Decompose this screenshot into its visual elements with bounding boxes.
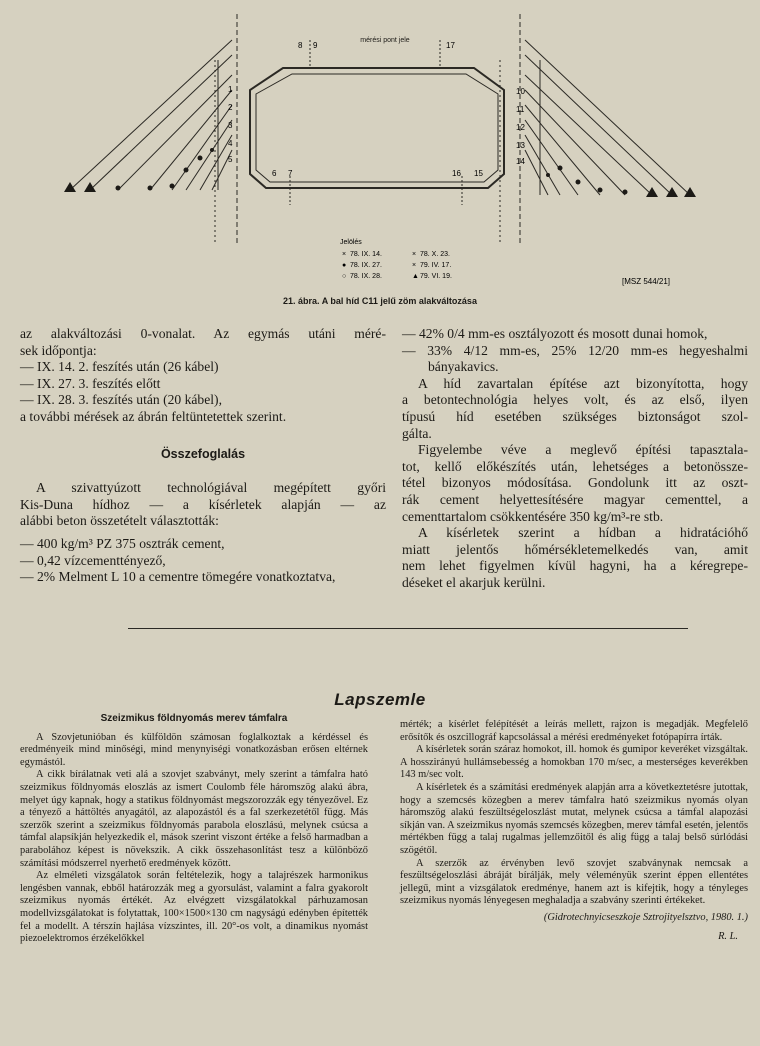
legend-entry: 78. IX. 27.: [350, 262, 382, 269]
figure-top-label: mérési pont jele: [360, 37, 410, 44]
point-label: 5: [228, 155, 233, 164]
author-initials: R. L.: [718, 930, 738, 942]
figure-ref: [MSZ 544/21]: [622, 277, 671, 286]
point-label: 17: [446, 41, 455, 50]
lapszemle-title: Lapszemle: [334, 690, 426, 709]
legend-marker: ●: [342, 262, 347, 269]
list-item: — 400 kg/m³ PZ 375 osztrák cement,: [20, 535, 225, 551]
section-heading: Összefoglalás: [160, 446, 246, 461]
paragraph: mérték; a kísérlet felépítését a leírás mellett, rajzon is megadják. Megfelelő erősítők és oszcillográf kapcsolással a mérési eredményeket fotópapírra írták.: [400, 719, 748, 743]
point-label: 16: [452, 169, 461, 178]
text-line: típusú híd esetében szükséges biztonságot szol-: [402, 408, 748, 424]
text-line: déseket el akarjuk kerülni.: [402, 574, 546, 590]
text-line: tétel bizonyos módosítása. Gondolunk itt az oszt-: [402, 475, 748, 491]
text-line: A kísérletek szerint a hídban a hidratációhő: [418, 525, 748, 541]
text-line: miatt jelentős hőmérsékletemelkedés van, amit: [402, 541, 748, 557]
point-label: 2: [228, 103, 233, 112]
point-label: 15: [474, 169, 483, 178]
text-line: nem lehet figyelmen kívül hagyni, ha a kéregrepe-: [402, 558, 748, 574]
legend-marker: ×: [412, 262, 417, 269]
legend-entry: 78. IX. 14.: [350, 251, 382, 258]
deformation-figure: [0, 0, 760, 292]
text-line: a betontechnológia helyes volt, és az első, ilyen: [402, 392, 748, 408]
point-label: 8: [298, 41, 303, 50]
legend-entry: 79. VI. 19.: [420, 273, 452, 280]
article-title: Szeizmikus földnyomás merev támfalra: [100, 713, 288, 724]
point-label: 3: [228, 121, 233, 130]
text-line: az alakváltozási 0-vonalat. Az egymás utáni méré-: [20, 326, 386, 341]
list-item: — 2% Melment L 10 a cementre tömegére vonatkoztatva,: [20, 569, 336, 585]
text-line: sek időpontja:: [20, 342, 97, 358]
text-line: Figyelembe véve a meglevő építési tapasztala-: [418, 442, 748, 458]
section-divider: [128, 628, 688, 629]
list-item: — IX. 28. 3. feszítés után (20 kábel),: [20, 392, 222, 408]
lapszemle-right-column: [400, 719, 748, 943]
legend-marker: ×: [342, 251, 347, 258]
text-line: rák cement helyettesítésére magyar cementtel, a: [402, 491, 748, 507]
legend-marker: ▲: [412, 273, 419, 280]
legend-marker: ○: [342, 273, 347, 280]
legend-title: Jelölés: [340, 239, 362, 246]
list-item: — 0,42 vízcementtényező,: [20, 552, 166, 568]
lapszemle-left-column: [20, 713, 368, 946]
point-label: 6: [272, 169, 277, 178]
text-line: Kis-Duna hídhoz — a kísérletek alapján — az: [20, 496, 386, 512]
right-column: [402, 326, 748, 592]
left-column: [20, 326, 386, 586]
figure-caption: 21. ábra. A bal híd C11 jelű zöm alakváltozása: [283, 296, 477, 306]
text-line: A híd zavartalan építése azt bizonyította, hogy: [418, 375, 748, 391]
text-line: A szivattyúzott technológiával megépített győri: [36, 480, 386, 496]
list-item: — 42% 0/4 mm-es osztályozott és mosott dunai homok,: [402, 326, 708, 341]
paragraph: A kísérletek során száraz homokot, ill. homok és gumipor keveréket vizsgáltak. A hosszirányú hullámsebesség a homokban 170 m/sec, a mesterséges keverékben 143 m/sec volt.: [400, 744, 748, 781]
paragraph: A kísérletek és a számítási eredmények alapján arra a következtetésre jutottak, hogy a szemcsés közegben a merev támfalra ható szeizmikus nyomás olyan háromszög alakú feszültségeloszlást mutat, melynek csúcsa a támfal alapozási síkján van. A szeizmikus nyomás szemcsés közegben, merev támfal esetén, jelentős mértékben függ a talaj rugalmas jellemzőitől és alig függ a talaj belső súrlódási szögétől.: [400, 781, 748, 856]
legend-marker: ×: [412, 251, 417, 258]
point-label: 12: [516, 123, 525, 132]
legend-entry: 78. IX. 28.: [350, 273, 382, 280]
point-label: 7: [288, 169, 293, 178]
point-label: 14: [516, 157, 525, 166]
legend-entry: 78. X. 23.: [420, 251, 450, 258]
paragraph: A cikk bírálatnak veti alá a szovjet szabványt, mely szerint a támfalra ható szeizmikus földnyomás eloszlás az ismert Coulomb féle háromszög alakú ábra, melyet úgy kapnak, hogy a statikus földnyomást megszorozzák egy tényezővel. Ez a tényező a háttöltés anyagától, az alapozástól és a fal szerkezetétől függ. Más szerzők szerint a szeizmikus földnyomás parabola eloszlású, melynek csúcsa a támfal alapsíkján helyezkedik el, mások szerint viszont értéke a felső harmadban a parabolához képest is növekszik. A cikk összehasonlítást tesz a különböző számítási módszerrel nyerhető eredmények között.: [20, 769, 368, 869]
paragraph: Az elméleti vizsgálatok során feltételezik, hogy a talajrészek harmonikus lengésben vannak, ebből határozzák meg a gyorsulást, valamint a falra gyakorolt szeizmikus nyomás értékét. Az elvégzett vizsgálatokkal párhuzamosan modellvizsgálatokat is folytattak, 100×1500×130 cm nagyságú edényben építették fel a modellt. A térszín hajlása vízszintes, ill. 20°-os volt, a dinamikus nyomást piezoelektromos érzékelőkkel: [20, 870, 368, 945]
text-line: gálta.: [402, 425, 432, 441]
text-line: alábbi beton összetételt választották:: [20, 513, 219, 529]
point-label: 4: [228, 139, 233, 148]
list-item: — IX. 27. 3. feszítés előtt: [20, 375, 161, 391]
list-item: — IX. 14. 2. feszítés után (26 kábel): [20, 359, 219, 375]
legend-entry: 79. IV. 17.: [420, 262, 452, 269]
point-label: 11: [516, 105, 525, 114]
paragraph: A szerzők az érvényben levő szovjet szabványnak nemcsak a feszültségeloszlási ábráját bírálják, mely véleményük szerint éppen ellentétes jellegű, mint a vizsgálatok eredménye, hanem azt is kifejtik, hogy a tényleges szeizmikus nyomás lényegesen meghaladja a szabvány szerinti értékeket.: [400, 857, 748, 907]
point-label: 13: [516, 141, 525, 150]
source-citation: (Gidrotechnyicseszkoje Sztrojityelsztvo, 1980. 1.): [543, 911, 748, 923]
list-item: — 33% 4/12 mm-es, 25% 12/20 mm-es hegyeshalmi bányakavics.: [402, 342, 748, 375]
point-label: 10: [516, 87, 525, 96]
point-label: 1: [228, 85, 233, 94]
point-label: 9: [313, 41, 318, 50]
paragraph: A Szovjetunióban és külföldön számosan foglalkoztak a kérdéssel és eredményeik mind minőségi, mind menynyiségi vonatkozásban erősen eltérnek egymástól.: [20, 731, 368, 768]
text-line: a további mérések az ábrán feltüntetettek szerint.: [20, 408, 287, 424]
text-line: cementtartalom csökkentésére 350 kg/m³-re stb.: [402, 508, 664, 524]
text-line: tot, kellő előkészítés után, lehetséges a betonössze-: [402, 458, 748, 474]
